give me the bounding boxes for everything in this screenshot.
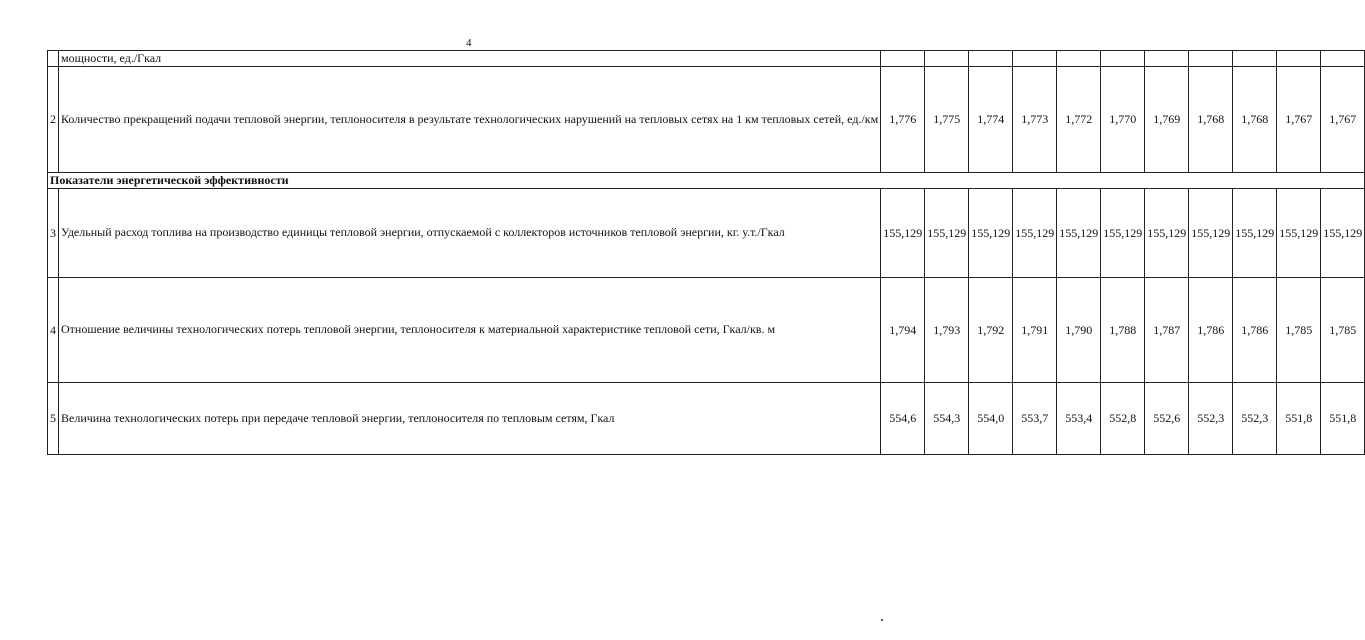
value-cell: 1,786 [1189, 278, 1233, 383]
value-cell: 1,793 [925, 278, 969, 383]
value-cell: 1,773 [1013, 67, 1057, 173]
section-header-row [48, 173, 1365, 189]
page-number: 4 [466, 37, 472, 49]
value-cell: 554,3 [925, 383, 969, 455]
continuation-index-cell [48, 51, 59, 67]
value-cell: 554,0 [969, 383, 1013, 455]
value-cell: 155,129 [969, 189, 1013, 278]
value-cell: 1,788 [1101, 278, 1145, 383]
value-cell: 1,768 [1233, 67, 1277, 173]
value-cell: 553,7 [1013, 383, 1057, 455]
continuation-text: мощности, ед./Гкал [59, 51, 881, 67]
table-body [48, 51, 1365, 455]
table-row [48, 189, 1365, 278]
section-title: Показатели энергетической эффективности [48, 173, 1365, 189]
value-cell: 552,6 [1145, 383, 1189, 455]
value-cell: 551,8 [1321, 383, 1365, 455]
value-cell: 155,129 [925, 189, 969, 278]
table-row [48, 278, 1365, 383]
value-cell: 1,770 [1101, 67, 1145, 173]
value-cell: 155,129 [1321, 189, 1365, 278]
value-cell: 155,129 [1189, 189, 1233, 278]
value-cell: 553,4 [1057, 383, 1101, 455]
value-cell: 1,794 [881, 278, 925, 383]
value-cell: 1,767 [1321, 67, 1365, 173]
value-cell: 1,785 [1321, 278, 1365, 383]
value-cell: 1,791 [1013, 278, 1057, 383]
value-cell: 155,129 [1013, 189, 1057, 278]
value-cell: 552,3 [1233, 383, 1277, 455]
value-cell: 1,792 [969, 278, 1013, 383]
value-cell: 1,775 [925, 67, 969, 173]
row-description: Величина технологических потерь при передаче тепловой энергии, теплоносителя по тепловым сетям, Гкал [59, 383, 881, 455]
value-cell: 155,129 [1277, 189, 1321, 278]
value-cell: 1,768 [1189, 67, 1233, 173]
row-description: Удельный расход топлива на производство единицы тепловой энергии, отпускаемой с коллекторов источников тепловой энергии, кг. у.т./Гкал [59, 189, 881, 278]
value-cell: 155,129 [1145, 189, 1189, 278]
table-row [48, 383, 1365, 455]
stray-mark [881, 619, 883, 621]
value-cell: 155,129 [1057, 189, 1101, 278]
value-cell: 554,6 [881, 383, 925, 455]
value-cell: 155,129 [881, 189, 925, 278]
value-cell: 1,786 [1233, 278, 1277, 383]
continuation-row [48, 51, 1365, 67]
value-cell: 1,787 [1145, 278, 1189, 383]
value-cell: 1,772 [1057, 67, 1101, 173]
value-cell: 155,129 [1233, 189, 1277, 278]
row-description: Отношение величины технологических потерь тепловой энергии, теплоносителя к материальной характеристике тепловой сети, Гкал/кв. м [59, 278, 881, 383]
row-description: Количество прекращений подачи тепловой энергии, теплоносителя в результате технологических нарушений на тепловых сетях на 1 км тепловых сетей, ед./км [59, 67, 881, 173]
value-cell: 552,3 [1189, 383, 1233, 455]
table-row [48, 67, 1365, 173]
value-cell: 155,129 [1101, 189, 1145, 278]
value-cell: 1,774 [969, 67, 1013, 173]
value-cell: 1,769 [1145, 67, 1189, 173]
value-cell: 551,8 [1277, 383, 1321, 455]
value-cell: 1,785 [1277, 278, 1321, 383]
value-cell: 1,776 [881, 67, 925, 173]
row-index: 4 [48, 278, 59, 383]
row-index: 2 [48, 67, 59, 173]
indicators-table [47, 50, 1365, 455]
value-cell: 1,767 [1277, 67, 1321, 173]
row-index: 3 [48, 189, 59, 278]
value-cell: 552,8 [1101, 383, 1145, 455]
row-index: 5 [48, 383, 59, 455]
value-cell: 1,790 [1057, 278, 1101, 383]
